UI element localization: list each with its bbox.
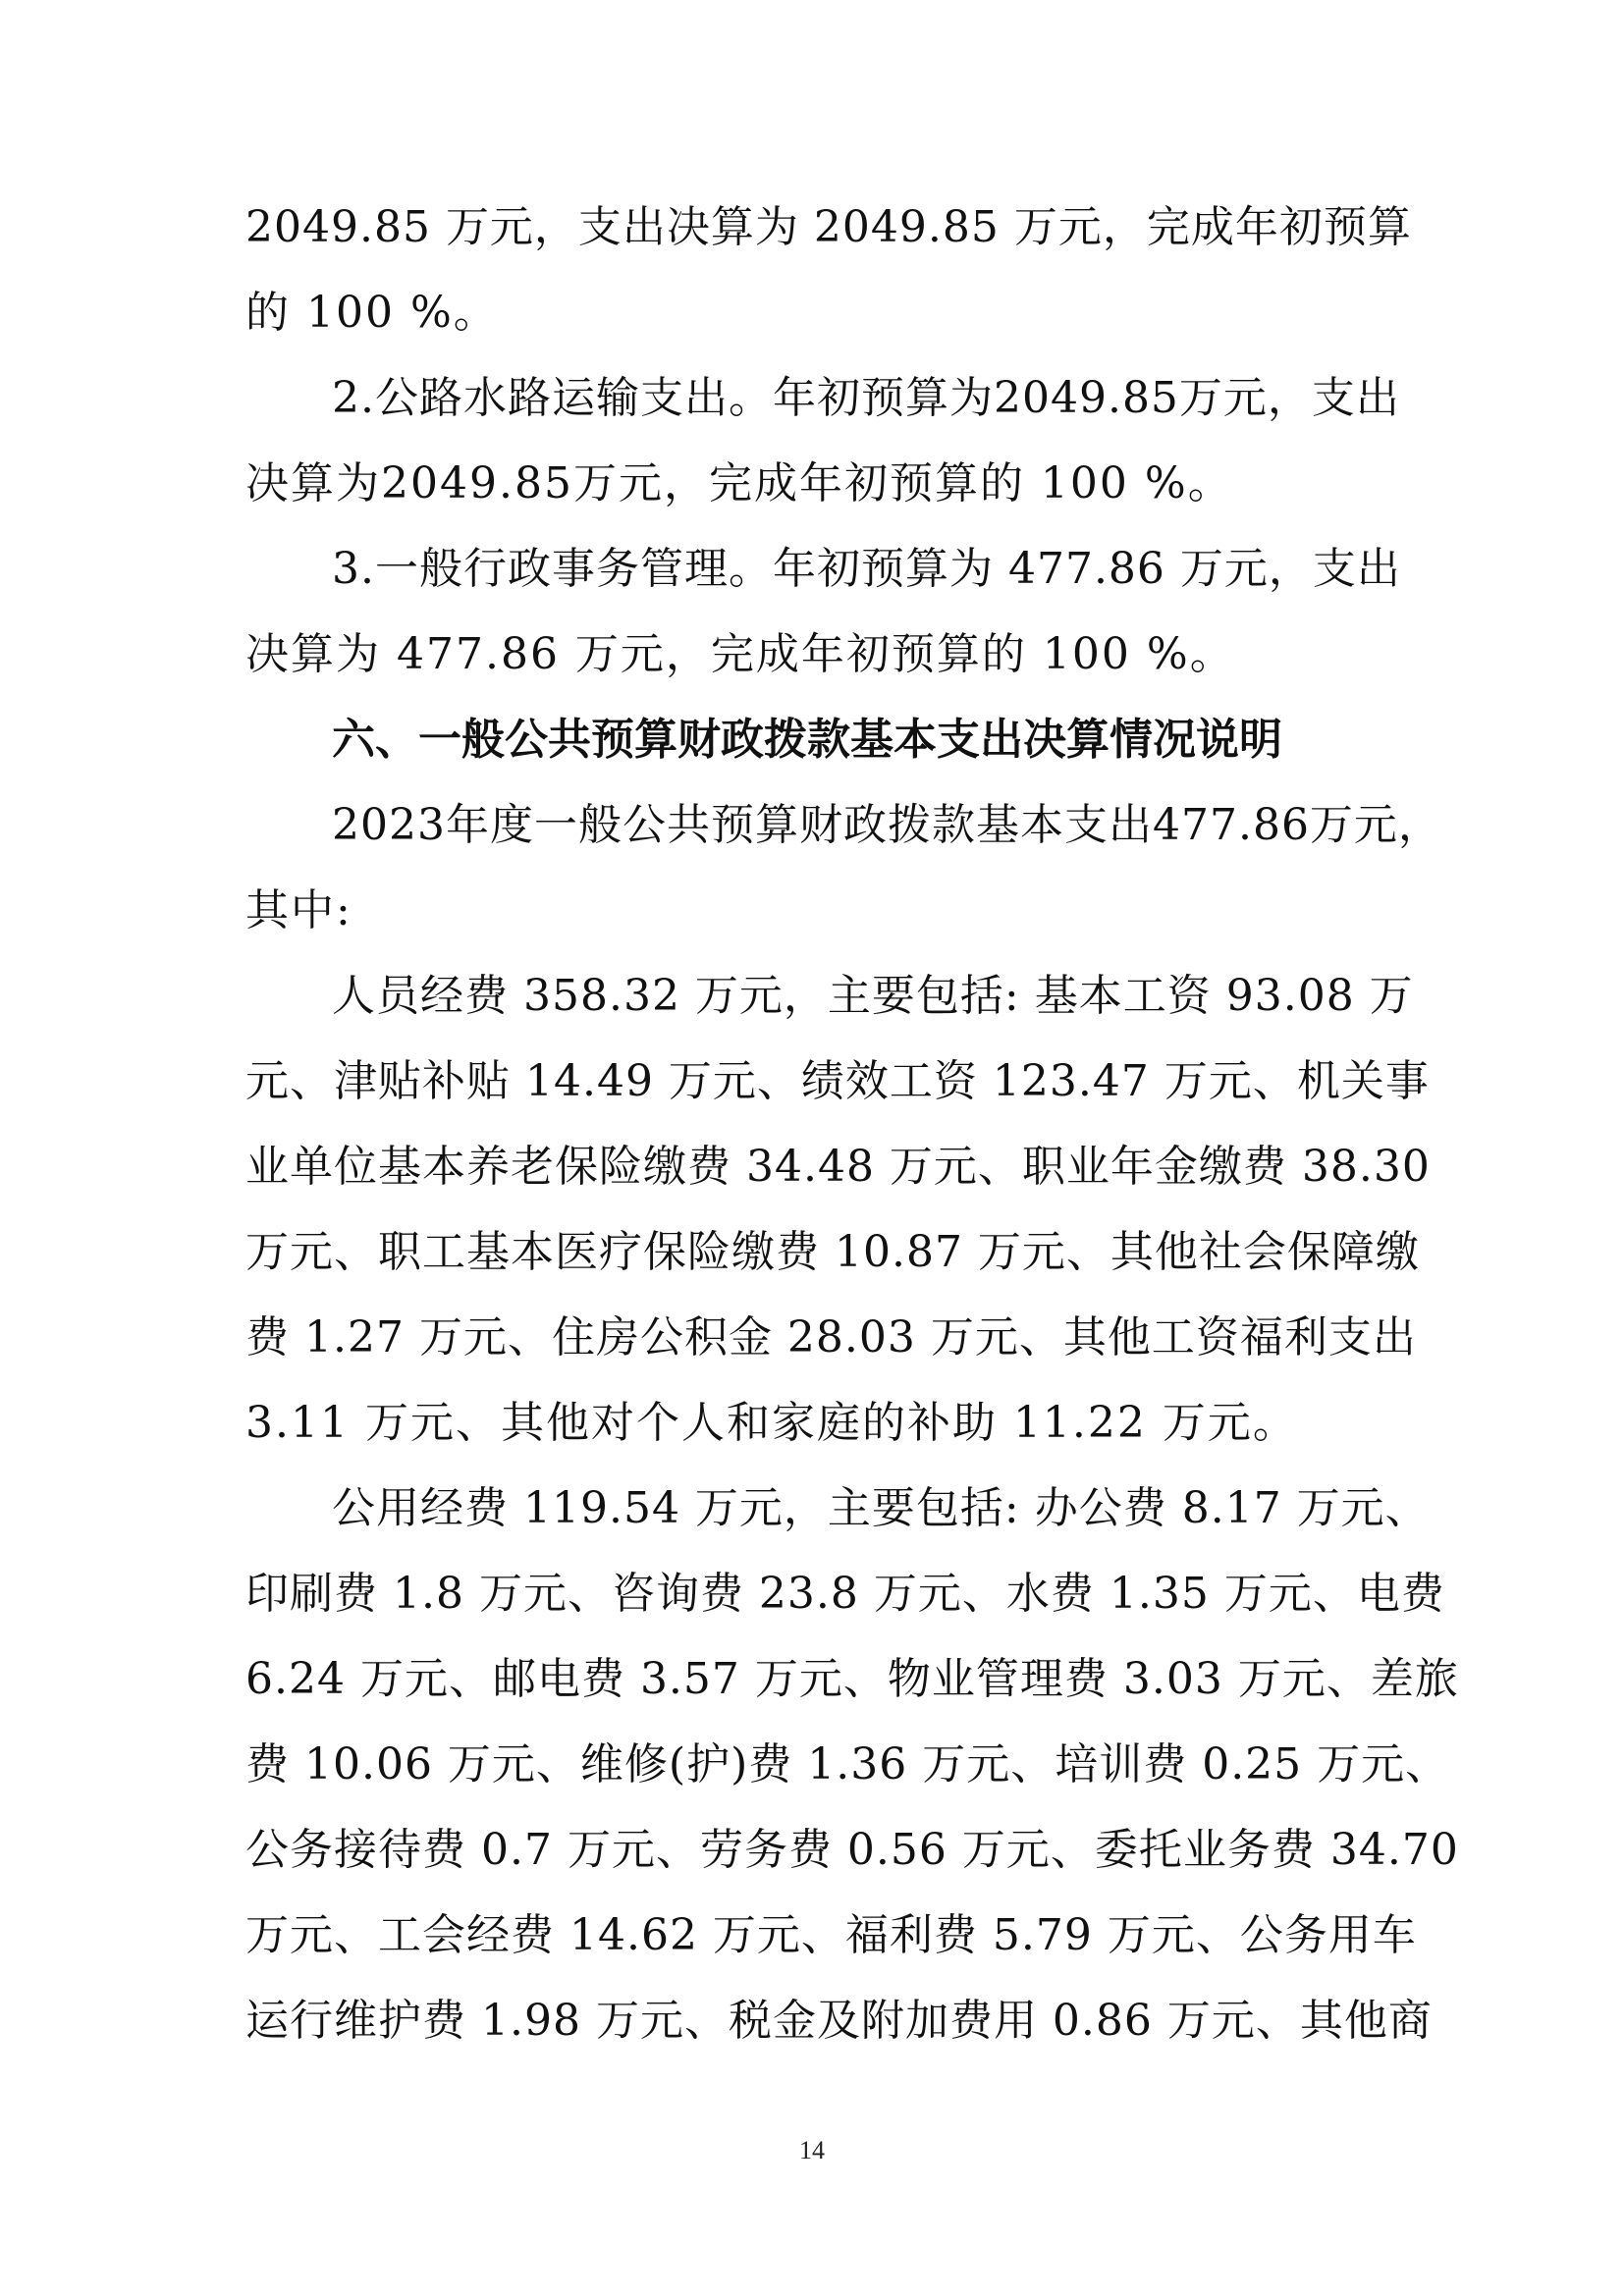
text-line: 决算为 477.86 万元，完成年初预算的 100 %。 xyxy=(245,629,1235,679)
document-page xyxy=(245,0,1459,2296)
text-line: 的 100 %。 xyxy=(245,288,499,338)
text-line: 印刷费 1.8 万元、咨询费 23.8 万元、水费 1.35 万元、电费 xyxy=(245,1569,1445,1619)
text-line: 业单位基本养老保险缴费 34.48 万元、职业年金缴费 38.30 xyxy=(245,1142,1431,1192)
section-heading: 六、一般公共预算财政拨款基本支出决算情况说明 xyxy=(332,715,1282,765)
text-line: 2049.85 万元，支出决算为 2049.85 万元，完成年初预算 xyxy=(245,202,1412,252)
text-line: 3.11 万元、其他对个人和家庭的补助 11.22 万元。 xyxy=(245,1398,1298,1448)
paragraph-admin-expense: 3.一般行政事务管理。年初预算为 477.86 万元，支出 xyxy=(332,544,1401,594)
text-line: 决算为2049.85万元，完成年初预算的 100 %。 xyxy=(245,458,1233,508)
paragraph-personnel-expense: 人员经费 358.32 万元，主要包括: 基本工资 93.08 万 xyxy=(332,971,1414,1021)
text-line: 元、津贴补贴 14.49 万元、绩效工资 123.47 万元、机关事 xyxy=(245,1056,1430,1106)
paragraph-transport-expense: 2.公路水路运输支出。年初预算为2049.85万元，支出 xyxy=(332,373,1400,423)
text-line: 公务接待费 0.7 万元、劳务费 0.56 万元、委托业务费 34.70 xyxy=(245,1825,1459,1875)
text-line: 费 10.06 万元、维修(护)费 1.36 万元、培训费 0.25 万元、 xyxy=(245,1739,1450,1789)
text-line: 运行维护费 1.98 万元、税金及附加费用 0.86 万元、其他商 xyxy=(245,1996,1433,2046)
text-line: 费 1.27 万元、住房公积金 28.03 万元、其他工资福利支出 xyxy=(245,1312,1417,1362)
text-line: 万元、工会经费 14.62 万元、福利费 5.79 万元、公务用车 xyxy=(245,1910,1417,1960)
text-line: 其中: xyxy=(245,885,352,935)
page-number: 14 xyxy=(799,2136,825,2164)
text-line: 万元、职工基本医疗保险缴费 10.87 万元、其他社会保障缴 xyxy=(245,1227,1420,1277)
paragraph-basic-expense: 2023年度一般公共预算财政拨款基本支出477.86万元， xyxy=(332,800,1442,850)
text-line: 6.24 万元、邮电费 3.57 万元、物业管理费 3.03 万元、差旅 xyxy=(245,1654,1459,1704)
paragraph-public-expense: 公用经费 119.54 万元，主要包括: 办公费 8.17 万元、 xyxy=(332,1483,1430,1533)
